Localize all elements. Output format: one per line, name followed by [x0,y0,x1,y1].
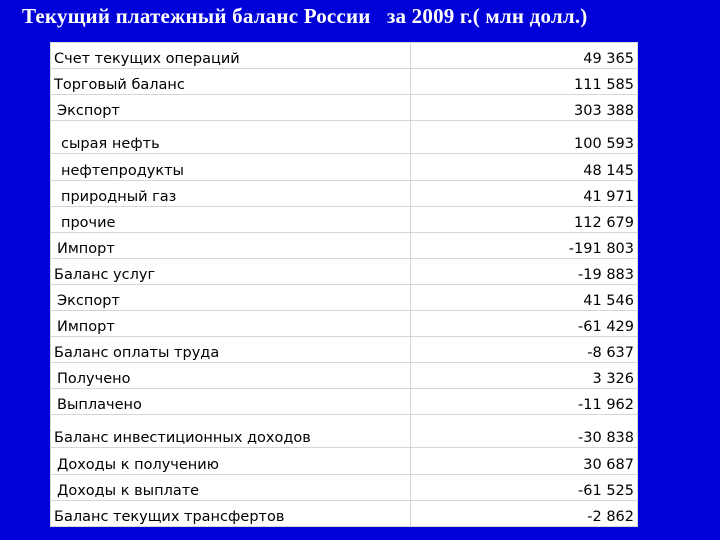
row-label: природный газ [51,180,411,206]
row-value: -2 862 [411,500,638,526]
row-value: 41 546 [411,284,638,310]
page-title: Текущий платежный баланс России за 2009 г.( млн долл.) [22,4,588,28]
row-label: Торговый баланс [51,69,411,95]
row-value: 48 145 [411,154,638,180]
row-value: 3 326 [411,363,638,389]
row-label: Получено [51,363,411,389]
table-row [51,69,638,95]
row-value: 100 593 [411,121,638,154]
row-label: Выплачено [51,389,411,415]
row-label: прочие [51,206,411,232]
row-label: Доходы к выплате [51,474,411,500]
table-row [51,154,638,180]
row-label: Баланс оплаты труда [51,337,411,363]
table-row [51,448,638,474]
row-value: 30 687 [411,448,638,474]
row-label: Баланс инвестиционных доходов [51,415,411,448]
row-value: 112 679 [411,206,638,232]
row-value: -19 883 [411,258,638,284]
row-value: -8 637 [411,337,638,363]
table-row [51,258,638,284]
table-row [51,363,638,389]
balance-table [50,42,638,527]
row-value: -191 803 [411,232,638,258]
table-row [51,121,638,154]
row-value: -30 838 [411,415,638,448]
table-row [51,180,638,206]
row-label: Баланс услуг [51,258,411,284]
row-value: 111 585 [411,69,638,95]
table-row [51,232,638,258]
row-label: Импорт [51,310,411,336]
row-value: 41 971 [411,180,638,206]
row-value: -11 962 [411,389,638,415]
row-label: сырая нефть [51,121,411,154]
table-row [51,310,638,336]
table-row [51,206,638,232]
table-row [51,284,638,310]
row-value: 49 365 [411,43,638,69]
table-row [51,337,638,363]
balance-table-container [50,42,638,527]
table-row [51,95,638,121]
table-row [51,474,638,500]
table-row [51,43,638,69]
table-row [51,500,638,526]
table-row [51,415,638,448]
balance-table-body [51,43,638,527]
row-label: Доходы к получению [51,448,411,474]
row-label: Баланс текущих трансфертов [51,500,411,526]
row-value: -61 429 [411,310,638,336]
row-label: нефтепродукты [51,154,411,180]
row-label: Экспорт [51,284,411,310]
row-value: -61 525 [411,474,638,500]
row-label: Импорт [51,232,411,258]
table-row [51,389,638,415]
row-value: 303 388 [411,95,638,121]
row-label: Экспорт [51,95,411,121]
row-label: Счет текущих операций [51,43,411,69]
